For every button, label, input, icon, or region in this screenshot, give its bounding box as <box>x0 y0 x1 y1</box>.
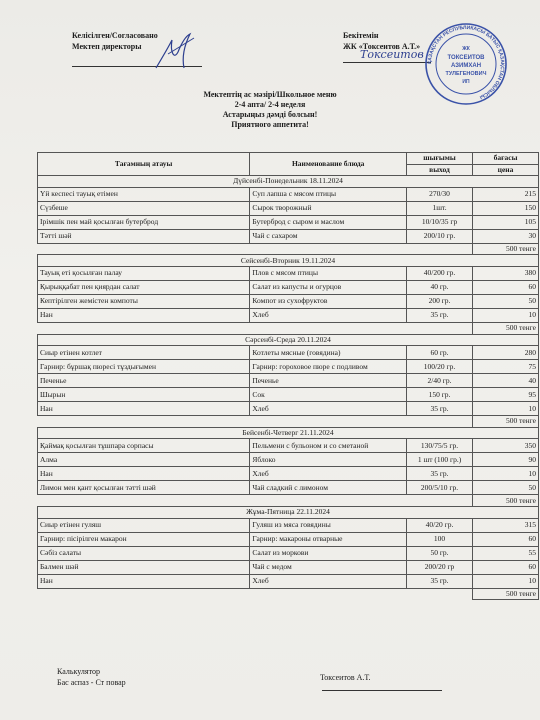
table-row <box>38 294 539 308</box>
dish-name-ru: Суп лапша с мясом птицы <box>250 187 407 201</box>
total-spacer <box>38 416 473 428</box>
dish-name-kz: Тәтті шәй <box>38 229 250 243</box>
dish-portion: 50 гр. <box>407 546 473 560</box>
right-signature: Токсеитов <box>360 48 424 61</box>
dish-portion: 270/30 <box>407 187 473 201</box>
dish-portion: 35 гр. <box>407 402 473 416</box>
day-total: 500 тенге <box>473 243 539 255</box>
dish-portion: 100/20 гр. <box>407 360 473 374</box>
dish-name-ru: Сок <box>250 388 407 402</box>
dish-portion: 200/10 гр. <box>407 229 473 243</box>
dish-name-ru: Печенье <box>250 374 407 388</box>
dish-name-kz: Гарнир: бұршақ пюресі тұздығымен <box>38 360 250 374</box>
dish-portion: 130/75/5 гр. <box>407 439 473 453</box>
dish-name-ru: Хлеб <box>250 308 407 322</box>
day-total: 500 тенге <box>473 495 539 507</box>
dish-price: 55 <box>473 546 539 560</box>
day-title: Дүйсенбі-Понедельник 18.11.2024 <box>38 176 539 188</box>
table-row <box>38 308 539 322</box>
dish-name-kz: Кептірілген жемістен компоты <box>38 294 250 308</box>
day-total-row <box>38 416 539 428</box>
footer-calculator: Калькулятор <box>57 667 100 676</box>
day-header-row <box>38 506 539 518</box>
approval-left-line2: Мектеп директоры <box>72 42 142 51</box>
menu-title-block <box>0 90 540 130</box>
dish-portion: 35 гр. <box>407 467 473 481</box>
table-row <box>38 266 539 280</box>
stamp-line4: ТУЛЕГЕНОВИЧ <box>445 71 487 77</box>
dish-price: 30 <box>473 229 539 243</box>
menu-table-body <box>38 176 539 600</box>
dish-name-kz: Сиыр етінен гуляш <box>38 518 250 532</box>
day-title: Сәрсенбі-Среда 20.11.2024 <box>38 334 539 346</box>
dish-price: 10 <box>473 402 539 416</box>
day-total: 500 тенге <box>473 322 539 334</box>
footer-right-name: Токсеитов А.Т. <box>320 673 371 682</box>
col-header-price-ru: цена <box>473 164 539 176</box>
dish-price: 75 <box>473 360 539 374</box>
table-row <box>38 215 539 229</box>
approval-right-line2: ЖК «Токсеитов А.Т.» <box>343 42 421 51</box>
col-header-ru: Наименование блюда <box>250 153 407 176</box>
dish-name-ru: Яблоко <box>250 453 407 467</box>
day-header-row <box>38 255 539 267</box>
dish-name-kz: Қырыққабат пен қиярдан салат <box>38 280 250 294</box>
dish-name-kz: Балмен шәй <box>38 560 250 574</box>
dish-portion: 150 гр. <box>407 388 473 402</box>
col-header-out-kz: шығымы <box>407 153 473 165</box>
stamp-line1: ЖК <box>462 46 470 52</box>
dish-name-ru: Плов с мясом птицы <box>250 266 407 280</box>
dish-price: 350 <box>473 439 539 453</box>
dish-name-ru: Сырок творожный <box>250 201 407 215</box>
table-row <box>38 518 539 532</box>
dish-price: 95 <box>473 388 539 402</box>
dish-price: 40 <box>473 374 539 388</box>
col-header-out-ru: выход <box>407 164 473 176</box>
day-total-row <box>38 322 539 334</box>
dish-price: 105 <box>473 215 539 229</box>
table-row <box>38 187 539 201</box>
dish-portion: 60 гр. <box>407 346 473 360</box>
dish-name-kz: Нан <box>38 574 250 588</box>
dish-name-ru: Котлеты мясные (говядина) <box>250 346 407 360</box>
dish-name-ru: Хлеб <box>250 467 407 481</box>
dish-name-ru: Бутерброд с сыром и маслом <box>250 215 407 229</box>
dish-name-ru: Гуляш из мяса говядины <box>250 518 407 532</box>
dish-portion: 1шт. <box>407 201 473 215</box>
dish-portion: 35 гр. <box>407 574 473 588</box>
dish-name-ru: Хлеб <box>250 402 407 416</box>
table-row <box>38 453 539 467</box>
dish-portion: 40/200 гр. <box>407 266 473 280</box>
dish-portion: 2/40 гр. <box>407 374 473 388</box>
dish-price: 60 <box>473 532 539 546</box>
dish-name-kz: Гарнир: пісірілген макарон <box>38 532 250 546</box>
table-row <box>38 546 539 560</box>
dish-name-kz: Үй кеспесі тауық етімен <box>38 187 250 201</box>
table-row <box>38 388 539 402</box>
right-signature-line <box>343 62 431 63</box>
col-header-price-kz: бағасы <box>473 153 539 165</box>
stamp-line5: ИП <box>462 79 470 85</box>
dish-price: 280 <box>473 346 539 360</box>
dish-name-ru: Чай сладкий с лимоном <box>250 481 407 495</box>
total-spacer <box>38 322 473 334</box>
dish-price: 60 <box>473 560 539 574</box>
menu-table <box>37 152 539 600</box>
day-title: Бейсенбі-Четверг 21.11.2024 <box>38 427 539 439</box>
dish-portion: 200/5/10 гр. <box>407 481 473 495</box>
footer-chef: Бас аспаз - Ст повар <box>57 678 126 687</box>
dish-portion: 40/20 гр. <box>407 518 473 532</box>
stamp-ring-text: ҚАЗАҚСТАН РЕСПУБЛИКАСЫ БАТЫС ҚАЗАҚСТАН ОБЛЫСЫ <box>426 24 506 101</box>
dish-name-kz: Нан <box>38 308 250 322</box>
day-title: Сейсенбі-Вторник 19.11.2024 <box>38 255 539 267</box>
dish-name-kz: Алма <box>38 453 250 467</box>
table-row <box>38 574 539 588</box>
dish-name-kz: Нан <box>38 402 250 416</box>
dish-name-ru: Гарнир: гороховое пюре с подливом <box>250 360 407 374</box>
dish-name-ru: Салат из капусты и огурцов <box>250 280 407 294</box>
dish-price: 10 <box>473 574 539 588</box>
footer-left <box>57 666 126 688</box>
dish-portion: 10/10/35 гр <box>407 215 473 229</box>
table-row <box>38 346 539 360</box>
menu-title-line1: Мектептің ас мәзірі/Школьное меню <box>203 90 337 99</box>
table-row <box>38 439 539 453</box>
dish-name-ru: Компот из сухофруктов <box>250 294 407 308</box>
dish-price: 10 <box>473 308 539 322</box>
day-header-row <box>38 334 539 346</box>
dish-price: 50 <box>473 294 539 308</box>
dish-portion: 100 <box>407 532 473 546</box>
table-row <box>38 280 539 294</box>
table-row <box>38 374 539 388</box>
dish-name-kz: Шырын <box>38 388 250 402</box>
dish-portion: 200/20 гр <box>407 560 473 574</box>
approval-left-block <box>72 30 158 52</box>
dish-name-kz: Печенье <box>38 374 250 388</box>
total-spacer <box>38 495 473 507</box>
dish-name-ru: Гарнир: макароны отварные <box>250 532 407 546</box>
dish-name-ru: Чай с сахаром <box>250 229 407 243</box>
day-header-row <box>38 427 539 439</box>
day-total-row <box>38 588 539 600</box>
menu-title-line3: Астарыңыз дәмді болсын! <box>222 110 318 119</box>
day-total: 500 тенге <box>473 416 539 428</box>
menu-title-line2: 2-4 апта/ 2-4 неделя <box>234 100 306 109</box>
dish-name-kz: Нан <box>38 467 250 481</box>
dish-portion: 40 гр. <box>407 280 473 294</box>
dish-price: 380 <box>473 266 539 280</box>
total-spacer <box>38 243 473 255</box>
table-row <box>38 481 539 495</box>
approval-left-line1: Келісілген/Согласовано <box>72 31 158 40</box>
day-total-row <box>38 243 539 255</box>
menu-title-line4: Приятного аппетита! <box>231 120 309 129</box>
dish-portion: 200 гр. <box>407 294 473 308</box>
dish-price: 315 <box>473 518 539 532</box>
dish-name-kz: Ірімшік пен май қосылған бутерброд <box>38 215 250 229</box>
table-row <box>38 201 539 215</box>
day-total: 500 тенге <box>473 588 539 600</box>
dish-price: 215 <box>473 187 539 201</box>
total-spacer <box>38 588 473 600</box>
table-row <box>38 467 539 481</box>
dish-name-kz: Сәбіз салаты <box>38 546 250 560</box>
table-row <box>38 229 539 243</box>
day-total-row <box>38 495 539 507</box>
stamp-line2: ТОКСЕИТОВ <box>447 55 485 61</box>
dish-name-ru: Хлеб <box>250 574 407 588</box>
dish-price: 150 <box>473 201 539 215</box>
footer-signature-line <box>322 690 442 691</box>
dish-price: 90 <box>473 453 539 467</box>
col-header-kz: Тағамның атауы <box>38 153 250 176</box>
dish-price: 50 <box>473 481 539 495</box>
dish-name-kz: Сүзбеше <box>38 201 250 215</box>
dish-portion: 35 гр. <box>407 308 473 322</box>
dish-name-ru: Пельмени с бульоном и со сметаной <box>250 439 407 453</box>
approval-right-line1: Бекітемін <box>343 31 379 40</box>
day-header-row <box>38 176 539 188</box>
dish-price: 10 <box>473 467 539 481</box>
table-row <box>38 402 539 416</box>
dish-name-kz: Қаймақ қосылған тұшпара сорпасы <box>38 439 250 453</box>
table-row <box>38 532 539 546</box>
day-title: Жұма-Пятница 22.11.2024 <box>38 506 539 518</box>
stamp-line3: АЗИМХАН <box>450 63 482 69</box>
dish-portion: 1 шт (100 гр.) <box>407 453 473 467</box>
dish-name-ru: Салат из моркови <box>250 546 407 560</box>
dish-name-kz: Сиыр етінен котлет <box>38 346 250 360</box>
dish-name-kz: Тауық еті қосылған палау <box>38 266 250 280</box>
dish-name-kz: Лимон мен қант қосылған тәтті шәй <box>38 481 250 495</box>
left-signature <box>150 30 200 72</box>
dish-name-ru: Чай с медом <box>250 560 407 574</box>
dish-price: 60 <box>473 280 539 294</box>
table-row <box>38 560 539 574</box>
table-row <box>38 360 539 374</box>
